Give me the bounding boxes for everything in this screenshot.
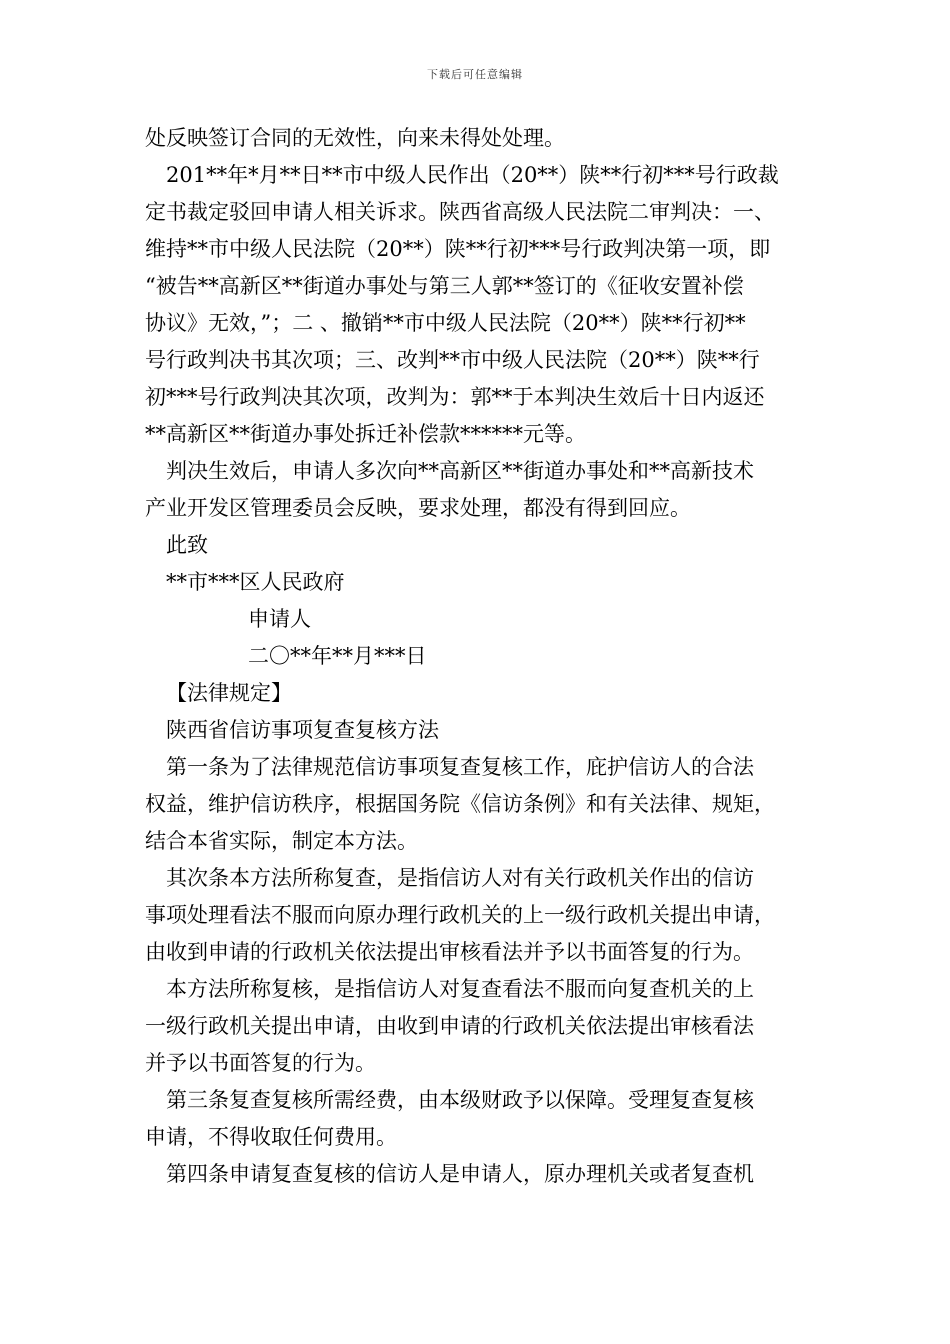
text-line: **高新区**街道办事处拆迁补偿款******元等。 bbox=[145, 422, 586, 446]
text-line: 结合本省实际，制定本方法。 bbox=[145, 829, 418, 853]
text-line: 判决生效后，申请人多次向**高新区**街道办事处和**高新技术 bbox=[166, 459, 754, 483]
text-line: 协议》无效，”；二 、撤销**市中级人民法院（20**）陕**行初** bbox=[145, 311, 746, 335]
text-line: “被告**高新区**街道办事处与第三人郭**签订的《征收安置补偿 bbox=[145, 274, 744, 298]
text-line: 事项处理看法不服而向原办理行政机关的上一级行政机关提出申请， bbox=[145, 903, 775, 927]
text-line: 维持**市中级人民法院（20**）陕**行初***号行政判决第一项，即 bbox=[145, 237, 771, 261]
text-line: 号行政判决书其次项；三、改判**市中级人民法院（20**）陕**行 bbox=[145, 348, 760, 372]
text-line: 处反映签订合同的无效性，向来未得处处理。 bbox=[145, 126, 565, 150]
text-line: 并予以书面答复的行为。 bbox=[145, 1051, 376, 1075]
regulation-title: 陕西省信访事项复查复核方法 bbox=[166, 718, 439, 742]
text-line: 第三条复查复核所需经费，由本级财政予以保障。受理复查复核 bbox=[166, 1088, 754, 1112]
text-line: 201**年*月**日**市中级人民作出（20**）陕**行初***号行政裁 bbox=[166, 163, 779, 187]
text-line: 第一条为了法律规范信访事项复查复核工作，庇护信访人的合法 bbox=[166, 755, 754, 779]
text-line: 申请，不得收取任何费用。 bbox=[145, 1125, 397, 1149]
text-line: 本方法所称复核，是指信访人对复查看法不服而向复查机关的上 bbox=[166, 977, 754, 1001]
recipient: **市***区人民政府 bbox=[166, 570, 345, 594]
section-heading: 【法律规定】 bbox=[166, 681, 292, 705]
text-line: 初***号行政判决其次项，改判为：郭**于本判决生效后十日内返还 bbox=[145, 385, 765, 409]
text-line: 其次条本方法所称复查，是指信访人对有关行政机关作出的信访 bbox=[166, 866, 754, 890]
signature-applicant: 申请人 bbox=[248, 607, 311, 631]
closing-salutation: 此致 bbox=[166, 533, 208, 557]
text-line: 第四条申请复查复核的信访人是申请人，原办理机关或者复查机 bbox=[166, 1162, 754, 1186]
text-line: 由收到申请的行政机关依法提出审核看法并予以书面答复的行为。 bbox=[145, 940, 754, 964]
text-line: 定书裁定驳回申请人相关诉求。陕西省高级人民法院二审判决：一、 bbox=[145, 200, 775, 224]
text-line: 产业开发区管理委员会反映，要求处理，都没有得到回应。 bbox=[145, 496, 691, 520]
signature-date: 二〇**年**月***日 bbox=[248, 644, 427, 668]
text-line: 一级行政机关提出申请，由收到申请的行政机关依法提出审核看法 bbox=[145, 1014, 754, 1038]
text-line: 权益，维护信访秩序，根据国务院《信访条例》和有关法律、规矩， bbox=[145, 792, 775, 816]
document-body bbox=[145, 120, 810, 1193]
header-note: 下载后可任意编辑 bbox=[427, 68, 523, 81]
